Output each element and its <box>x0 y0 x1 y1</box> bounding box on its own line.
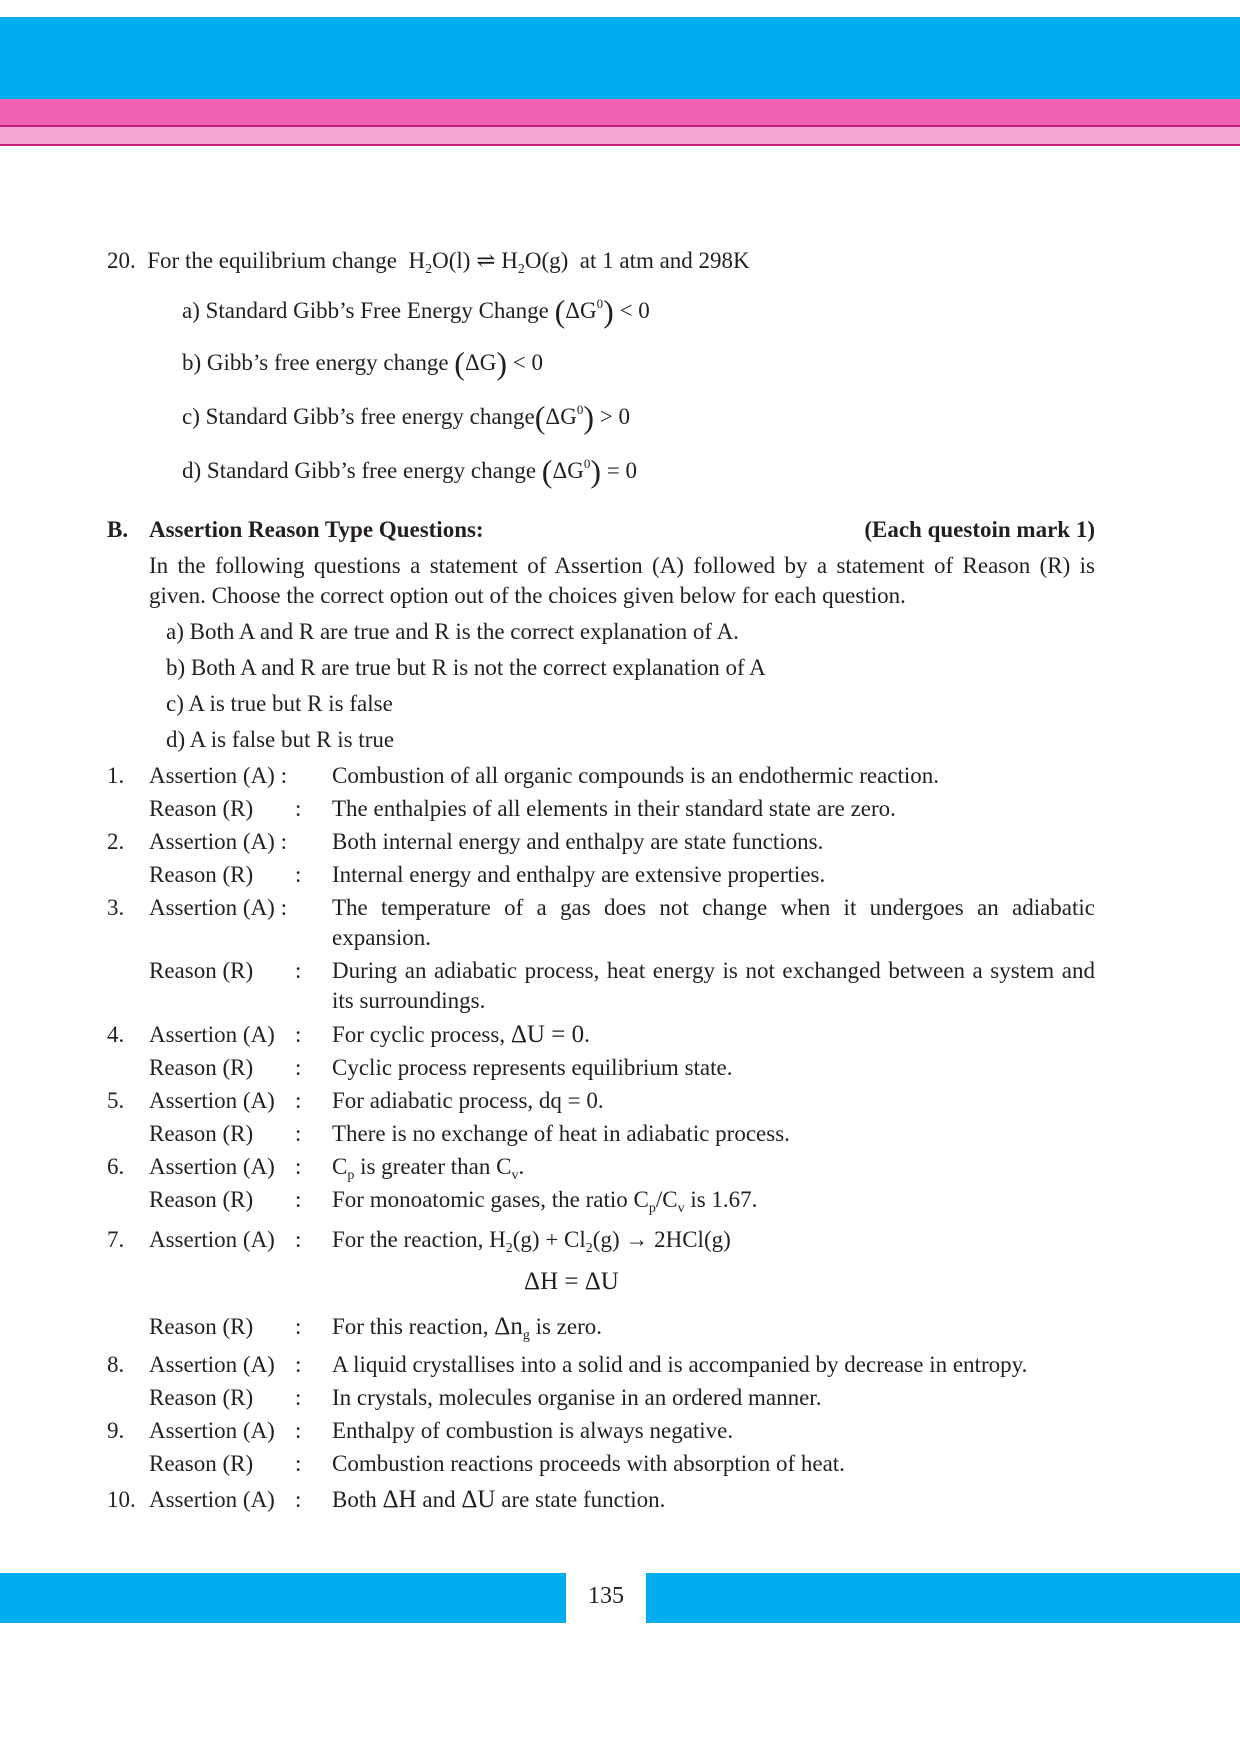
text-part: (g) → 2HCl(g) <box>592 1227 731 1252</box>
assertion-label: Assertion (A) : <box>149 829 287 854</box>
question-text-tail: at 1 atm and 298K <box>579 248 750 273</box>
option-d <box>182 453 637 489</box>
reason-label: Reason (R) <box>149 1055 254 1080</box>
choice-c: c) A is true but R is false <box>166 691 393 716</box>
colon: : <box>295 1227 302 1252</box>
reason-label: Reason (R) <box>149 1187 254 1212</box>
assertion-label: Assertion (A) : <box>149 763 287 788</box>
reason-text <box>332 1313 602 1341</box>
reason-label: Reason (R) <box>149 1121 254 1146</box>
equation-part: H <box>408 248 426 273</box>
relation: < 0 <box>512 350 543 375</box>
reason-text: Cyclic process represents equilibrium state. <box>332 1055 733 1080</box>
section-title: Assertion Reason Type Questions: <box>149 517 484 542</box>
superscript: 0 <box>583 456 591 471</box>
item-number: 3. <box>107 895 125 920</box>
text-part: and <box>416 1487 462 1512</box>
text-part: . <box>518 1154 525 1179</box>
text-part: /C <box>655 1187 678 1212</box>
reason-text: Combustion reactions proceeds with absorption of heat. <box>332 1451 845 1476</box>
text-part: (g) + Cl <box>512 1227 586 1252</box>
assertion-text <box>332 1153 524 1181</box>
assertion-label: Assertion (A) <box>149 1088 275 1113</box>
subscript: v <box>677 1201 685 1216</box>
reason-text <box>332 1186 757 1214</box>
assertion-text: For adiabatic process, dq = 0. <box>332 1088 604 1113</box>
subscript: g <box>522 1328 530 1343</box>
text-part: Both <box>332 1487 377 1512</box>
paren: ( <box>554 293 566 329</box>
item-number: 9. <box>107 1418 125 1443</box>
colon: : <box>295 862 302 887</box>
colon: : <box>295 1055 302 1080</box>
text-part: . <box>584 1022 590 1047</box>
symbol: ΔG <box>545 404 577 429</box>
subscript: v <box>511 1168 519 1183</box>
relation: > 0 <box>599 404 630 429</box>
option-text: d) Standard Gibb’s free energy change <box>182 458 537 483</box>
section-marks: (Each questoin mark 1) <box>864 517 1095 542</box>
question-text: For the equilibrium change <box>147 248 397 273</box>
symbol: ΔG <box>565 298 597 323</box>
subscript: 2 <box>505 1241 513 1256</box>
reason-label: Reason (R) <box>149 1451 254 1476</box>
reason-text: There is no exchange of heat in adiabatic process. <box>332 1121 790 1146</box>
paren: ) <box>583 399 594 435</box>
assertion-label: Assertion (A) : <box>149 895 287 920</box>
assertion-equation-line: ΔH = ΔU <box>524 1268 619 1295</box>
reason-label: Reason (R) <box>149 796 254 821</box>
reason-label: Reason (R) <box>149 1314 254 1339</box>
item-number: 7. <box>107 1227 125 1252</box>
item-number: 5. <box>107 1088 125 1113</box>
option-a <box>182 293 650 329</box>
superscript: 0 <box>576 402 584 417</box>
equation-part: O(l) ⇌ H <box>432 248 518 273</box>
page-number: 135 <box>588 1583 624 1609</box>
assertion-label: Assertion (A) <box>149 1227 275 1252</box>
text-part: H <box>489 1227 506 1252</box>
symbol: ΔH <box>382 1486 417 1513</box>
equation: ΔU = 0 <box>510 1021 585 1048</box>
relation: < 0 <box>619 298 650 323</box>
paren: ( <box>454 345 465 381</box>
item-number: 6. <box>107 1154 125 1179</box>
colon: : <box>295 796 302 821</box>
reason-text: Internal energy and enthalpy are extensive properties. <box>332 862 826 887</box>
option-c <box>182 399 630 435</box>
item-number: 10. <box>107 1487 136 1512</box>
text-part: For monoatomic gases, the ratio C <box>332 1187 649 1212</box>
text-part: C <box>332 1154 348 1179</box>
symbol: ΔG <box>464 350 497 375</box>
reason-label: Reason (R) <box>149 1385 254 1410</box>
assertion-text: A liquid crystallises into a solid and is accompanied by decrease in entropy. <box>332 1352 1028 1377</box>
footer-bar-left <box>0 1573 566 1623</box>
symbol: ΔG <box>552 458 584 483</box>
colon: : <box>295 1451 302 1476</box>
question-20-stem <box>107 247 750 275</box>
superscript: 0 <box>596 296 604 311</box>
colon: : <box>295 1088 302 1113</box>
choice-b: b) Both A and R are true but R is not the correct explanation of A <box>166 655 766 680</box>
subscript: 2 <box>585 1241 593 1256</box>
assertion-label: Assertion (A) <box>149 1418 275 1443</box>
item-number: 2. <box>107 829 125 854</box>
text-part: are state function. <box>495 1487 666 1512</box>
paren: ( <box>534 399 546 435</box>
section-intro: In the following questions a statement of Assertion (A) followed by a statement of Reason (R) is given. Choose the correct option out of the choices given below for each question. <box>149 553 1095 608</box>
subscript: 2 <box>517 262 525 277</box>
item-number: 4. <box>107 1022 125 1047</box>
colon: : <box>295 1187 302 1212</box>
paren: ) <box>590 453 601 489</box>
assertion-text: Combustion of all organic compounds is an endothermic reaction. <box>332 763 940 788</box>
subscript: p <box>347 1168 355 1183</box>
item-number: 1. <box>107 763 125 788</box>
text-part: For the reaction, <box>332 1227 484 1252</box>
colon: : <box>295 1121 302 1146</box>
choice-a: a) Both A and R are true and R is the correct explanation of A. <box>166 619 739 644</box>
colon: : <box>295 1154 302 1179</box>
paren: ( <box>541 453 553 489</box>
subscript: 2 <box>425 262 433 277</box>
footer-bar-right <box>646 1573 1240 1623</box>
relation: = 0 <box>606 458 637 483</box>
assertion-text <box>332 1021 590 1049</box>
text-part: For cyclic process, <box>332 1022 506 1047</box>
text-part: For this reaction, <box>332 1314 489 1339</box>
subscript: p <box>648 1201 656 1216</box>
equation-part: O(g) <box>524 248 569 273</box>
colon: : <box>295 958 302 983</box>
header-rule-bottom <box>0 144 1240 146</box>
choice-d: d) A is false but R is true <box>166 727 395 752</box>
assertion-text: The temperature of a gas does not change when it undergoes an adiabatic expansion. <box>332 895 1095 950</box>
header-light-pink-band <box>0 127 1240 144</box>
colon: : <box>295 1418 302 1443</box>
text-part: is zero. <box>529 1314 602 1339</box>
symbol: ΔU <box>461 1486 496 1513</box>
item-number: 8. <box>107 1352 125 1377</box>
assertion-label: Assertion (A) <box>149 1022 275 1047</box>
colon: : <box>295 1487 302 1512</box>
reason-label: Reason (R) <box>149 958 254 983</box>
reason-text: In crystals, molecules organise in an ordered manner. <box>332 1385 822 1410</box>
assertion-label: Assertion (A) <box>149 1154 275 1179</box>
option-b <box>182 345 543 381</box>
header-blue-band <box>0 17 1240 99</box>
assertion-label: Assertion (A) <box>149 1487 275 1512</box>
reason-text: The enthalpies of all elements in their standard state are zero. <box>332 796 896 821</box>
option-text: c) Standard Gibb’s free energy change <box>182 404 535 429</box>
paren: ) <box>603 293 614 329</box>
section-label: B. <box>107 517 129 542</box>
reason-label: Reason (R) <box>149 862 254 887</box>
colon: : <box>295 1314 302 1339</box>
assertion-text <box>332 1226 731 1254</box>
colon: : <box>295 1385 302 1410</box>
assertion-label: Assertion (A) <box>149 1352 275 1377</box>
assertion-text: Enthalpy of combustion is always negative. <box>332 1418 734 1443</box>
paren: ) <box>496 345 507 381</box>
assertion-text <box>332 1486 665 1514</box>
symbol: Δn <box>494 1313 523 1340</box>
text-part: is 1.67. <box>684 1187 758 1212</box>
question-number: 20. <box>107 248 136 273</box>
text-part: is greater than C <box>354 1154 512 1179</box>
option-text: a) Standard Gibb’s Free Energy Change <box>182 298 549 323</box>
reason-text: During an adiabatic process, heat energy is not exchanged between a system and its surroundings. <box>332 958 1095 1013</box>
assertion-text: Both internal energy and enthalpy are state functions. <box>332 829 824 854</box>
option-text: b) Gibb’s free energy change <box>182 350 449 375</box>
colon: : <box>295 1352 302 1377</box>
header-pink-band <box>0 99 1240 125</box>
colon: : <box>295 1022 302 1047</box>
